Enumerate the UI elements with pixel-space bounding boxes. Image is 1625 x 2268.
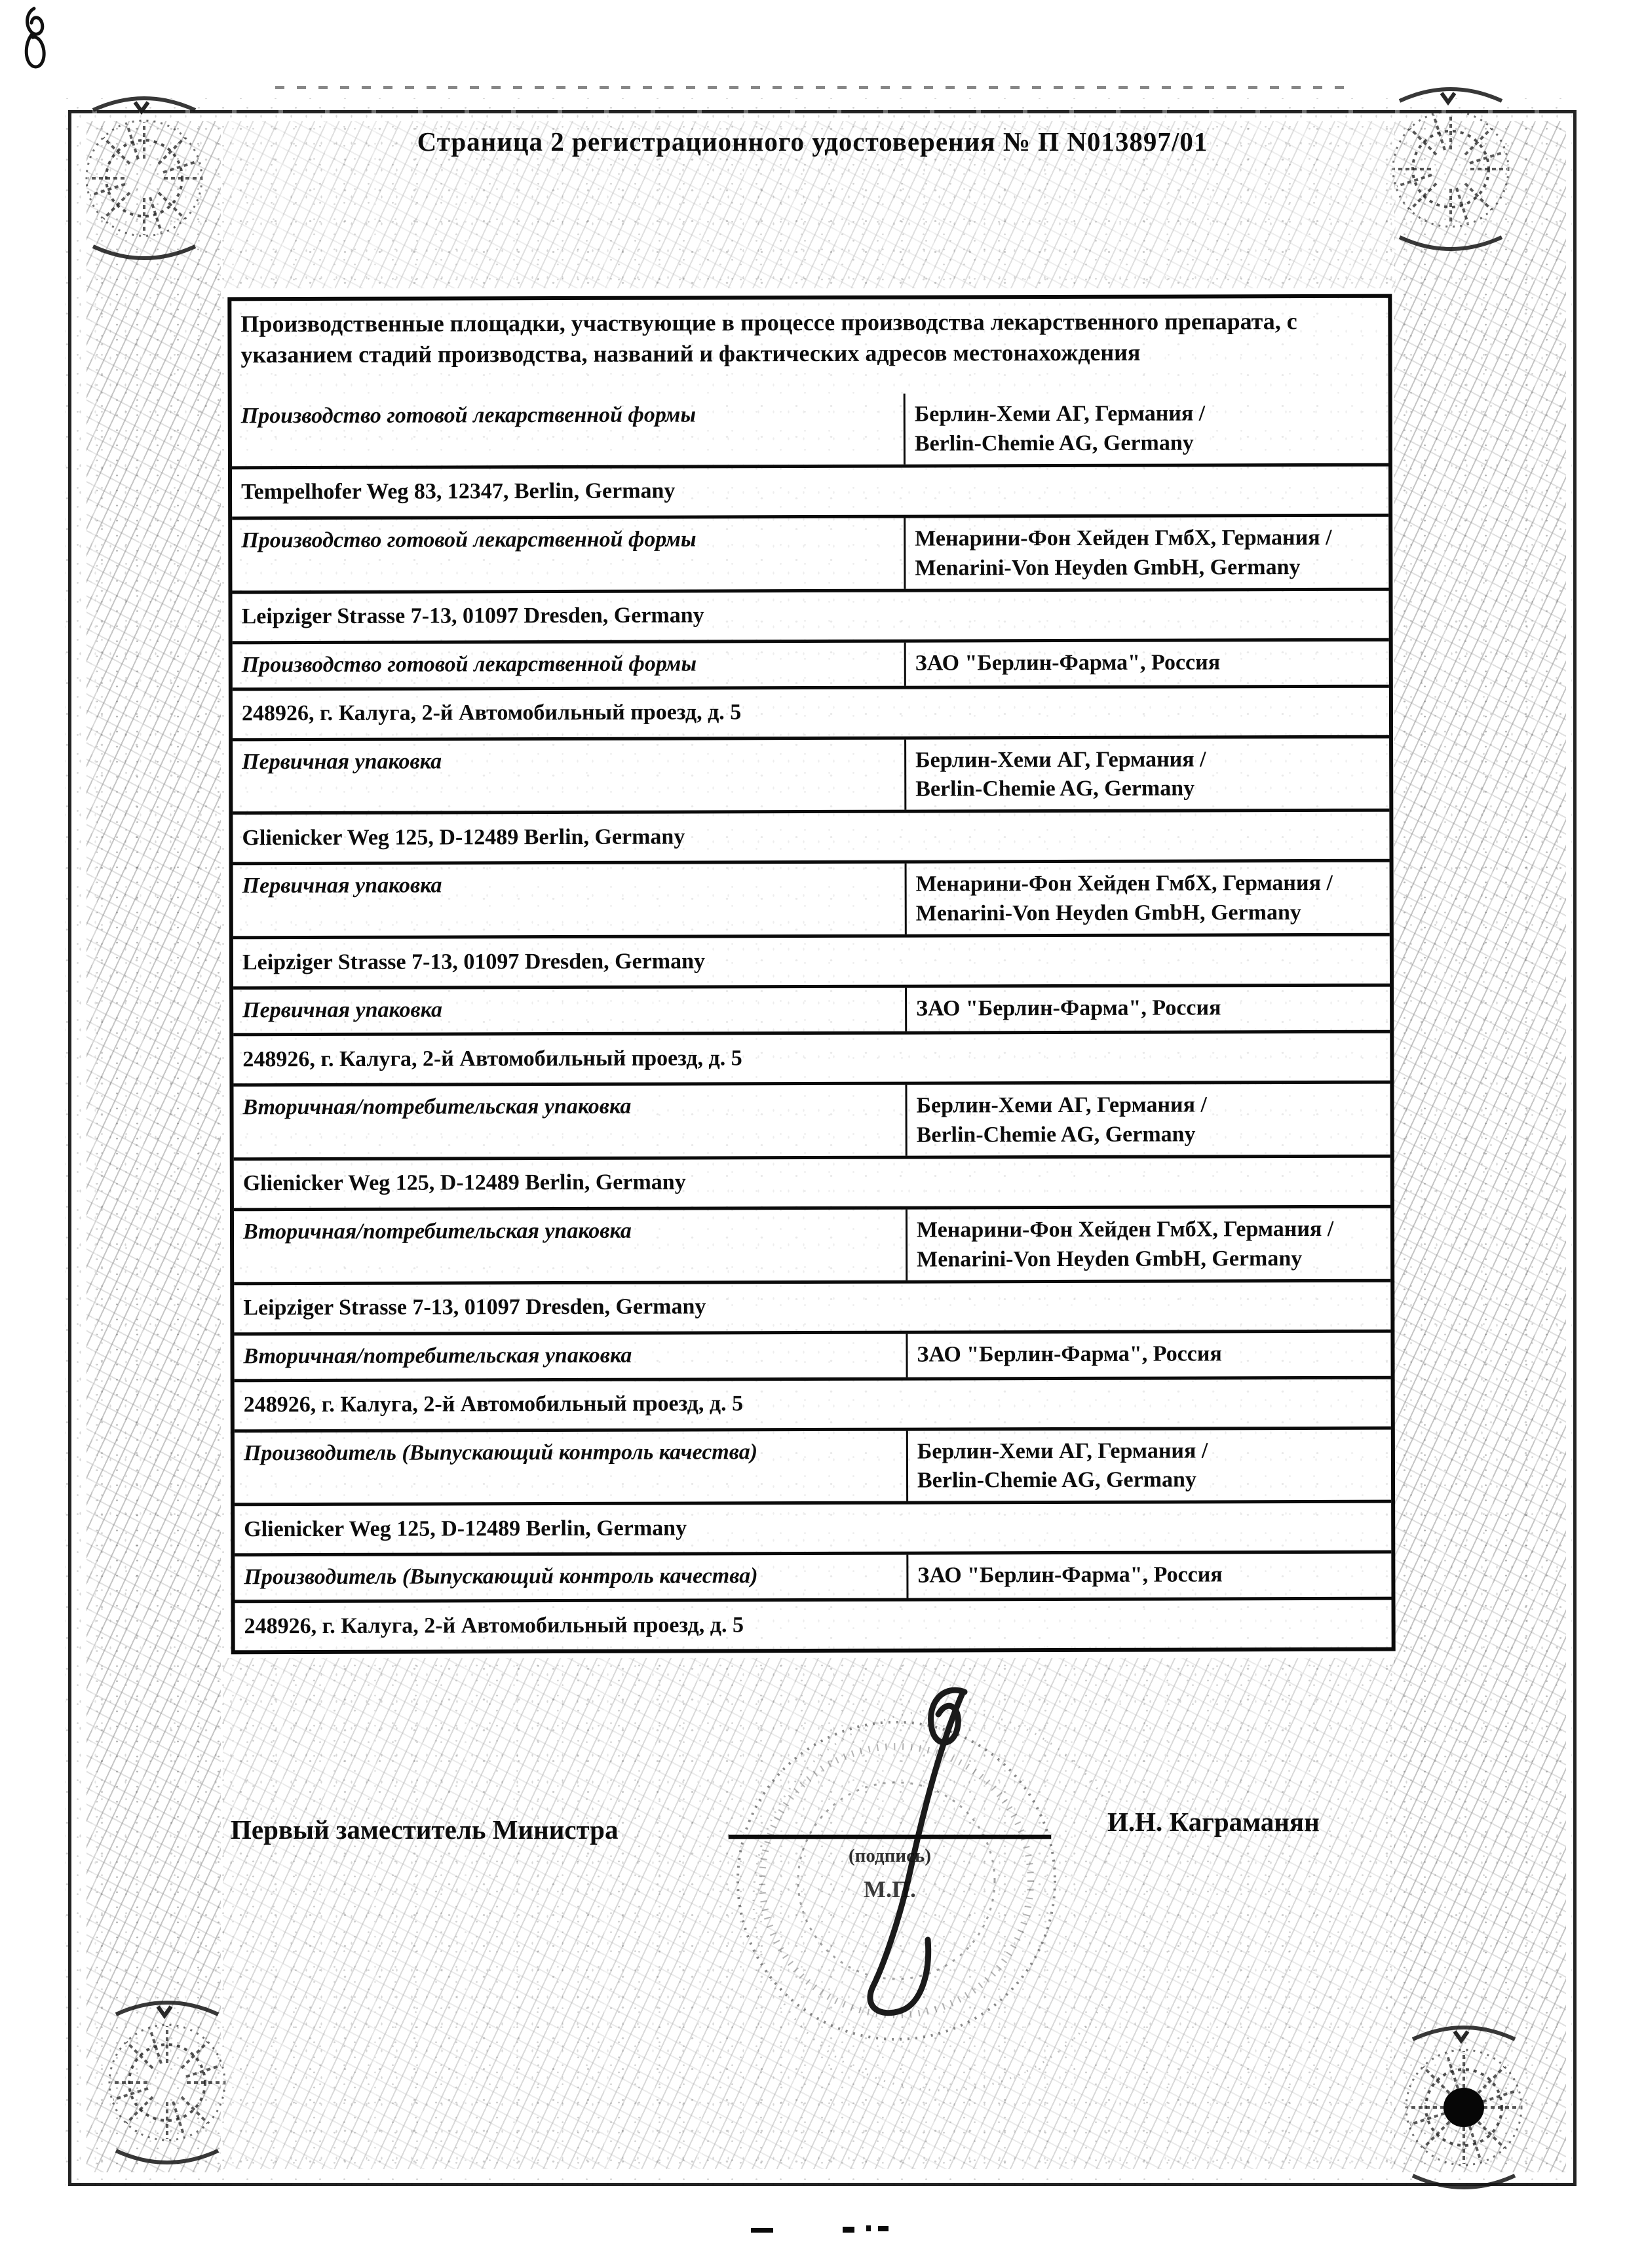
table-row [232,393,1388,466]
table-row [235,1597,1391,1651]
company-line: Menarini-Von Heyden GmbH, Germany [915,900,1301,926]
scan-dash [843,2227,854,2233]
table-row [233,859,1390,936]
stage-cell: Производство готовой лекарственной формы [240,402,697,429]
table-row [233,735,1389,811]
company-cell [905,862,1390,934]
production-sites-table [227,294,1395,1655]
table-row [232,463,1388,516]
table-row [233,1081,1390,1157]
stage-cell: Производство готовой лекарственной формы [241,527,697,553]
punch-hole-dot [1443,2088,1484,2127]
table-row [234,1154,1390,1208]
table-header-cell: Производственные площадки, участвующие в процессе производства лекарственного препарата, с указанием стадий производства, названий и фактических адресов местонахождения [240,308,1297,368]
company-cell [904,641,1389,685]
company-line: Berlin-Chemie AG, Germany [917,1467,1196,1493]
company-line: Берлин-Хеми АГ, Германия / [917,1438,1208,1464]
table-row [234,1329,1390,1379]
company-line: Берлин-Хеми АГ, Германия / [916,1092,1208,1118]
stage-cell: Первичная упаковка [242,997,443,1023]
company-line: Берлин-Хеми АГ, Германия / [914,401,1206,427]
address-cell: Glienicker Weg 125, D-12489 Berlin, Germany [242,824,685,851]
company-cell [906,1429,1391,1501]
address-cell: Leipziger Strasse 7-13, 01097 Dresden, Germany [241,603,704,629]
signer-name: И.Н. Каграманян [1107,1807,1320,1837]
scan-dash [751,2228,773,2233]
stage-cell: Вторичная/потребительская упаковка [242,1218,632,1244]
company-cell [904,516,1388,588]
company-cell [904,738,1389,810]
rosette-top-left-icon [86,98,202,258]
stage-cell: Вторичная/потребительская упаковка [243,1343,632,1368]
page-title: Страница 2 регистрационного удостоверения № П N013897/01 [417,126,1208,157]
address-cell: Glienicker Weg 125, D-12489 Berlin, Germany [242,1170,686,1196]
stage-cell: Первичная упаковка [242,873,442,898]
company-line: Берлин-Хеми АГ, Германия / [915,746,1206,773]
table-row [233,984,1390,1033]
table-row [232,513,1388,590]
table-row [235,1550,1391,1600]
address-cell: 248926, г. Калуга, 2-й Автомобильный проезд, д. 5 [243,1391,744,1417]
address-cell: Tempelhofer Weg 83, 12347, Berlin, Germany [241,478,676,505]
scan-dash [878,2226,889,2231]
table-row [235,1426,1391,1503]
company-cell [906,1208,1390,1280]
company-line: ЗАО "Берлин-Фарма", Россия [917,1341,1222,1367]
stage-cell: Производитель (Выпускающий контроль качества) [243,1439,758,1465]
company-cell [904,393,1388,465]
stage-cell: Производство готовой лекарственной формы [241,651,697,677]
company-line: Менарини-Фон Хейден ГмбХ, Германия / [915,871,1333,896]
company-line: ЗАО "Берлин-Фарма", Россия [917,1562,1223,1588]
table-row [235,1375,1391,1429]
table-row [233,933,1390,987]
company-line: Менарини-Фон Хейден ГмбХ, Германия / [916,1216,1334,1242]
address-cell: Leipziger Strasse 7-13, 01097 Dresden, Germany [242,948,706,974]
table-row [233,684,1389,738]
stage-cell: Первичная упаковка [242,748,442,774]
scan-dash [866,2225,871,2231]
address-cell: 248926, г. Калуга, 2-й Автомобильный проезд, д. 5 [241,700,742,726]
company-line: Berlin-Chemie AG, Germany [915,776,1195,801]
table-row [233,1030,1390,1084]
company-line: Berlin-Chemie AG, Germany [914,431,1194,456]
guilloche-band-right [1394,121,1566,2172]
stage-cell: Производитель (Выпускающий контроль качества) [244,1564,758,1590]
production-table-body [232,393,1392,1651]
signature-caption: (подпись) [849,1845,931,1866]
rosette-bottom-left-icon [109,2003,225,2162]
guilloche-band-bottom [223,1658,1396,2169]
rosette-top-right-icon [1393,89,1508,249]
address-cell: Leipziger Strasse 7-13, 01097 Dresden, Germany [243,1294,706,1320]
table-row [233,638,1389,687]
address-cell: 248926, г. Калуга, 2-й Автомобильный проезд, д. 5 [242,1045,742,1071]
company-cell [906,1332,1390,1377]
company-cell [905,987,1390,1031]
company-cell [906,1554,1391,1598]
table-row [233,809,1389,862]
company-line: Menarini-Von Heyden GmbH, Germany [915,554,1301,581]
company-line: Berlin-Chemie AG, Germany [916,1122,1196,1147]
signature-line [729,1835,1051,1839]
scan-artifact-line [275,86,1356,89]
handwritten-mark-icon [13,3,85,82]
address-cell: Glienicker Weg 125, D-12489 Berlin, Germany [244,1516,687,1542]
table-row [234,1204,1390,1281]
company-cell [905,1084,1390,1156]
table-row [232,587,1388,641]
table-row [234,1278,1390,1332]
table-header-row [231,298,1388,396]
guilloche-band-left [86,121,221,2172]
company-line: ЗАО "Берлин-Фарма", Россия [915,649,1221,676]
company-line: ЗАО "Берлин-Фарма", Россия [916,995,1221,1021]
table-row [235,1500,1391,1554]
company-line: Menarini-Von Heyden GmbH, Germany [917,1246,1303,1272]
company-line: Менарини-Фон Хейден ГмбХ, Германия / [915,525,1332,551]
seal-caption: М.П. [864,1876,916,1902]
address-cell: 248926, г. Калуга, 2-й Автомобильный проезд, д. 5 [244,1613,744,1639]
stage-cell: Вторичная/потребительская упаковка [242,1094,632,1120]
signer-title: Первый заместитель Министра [231,1815,619,1845]
